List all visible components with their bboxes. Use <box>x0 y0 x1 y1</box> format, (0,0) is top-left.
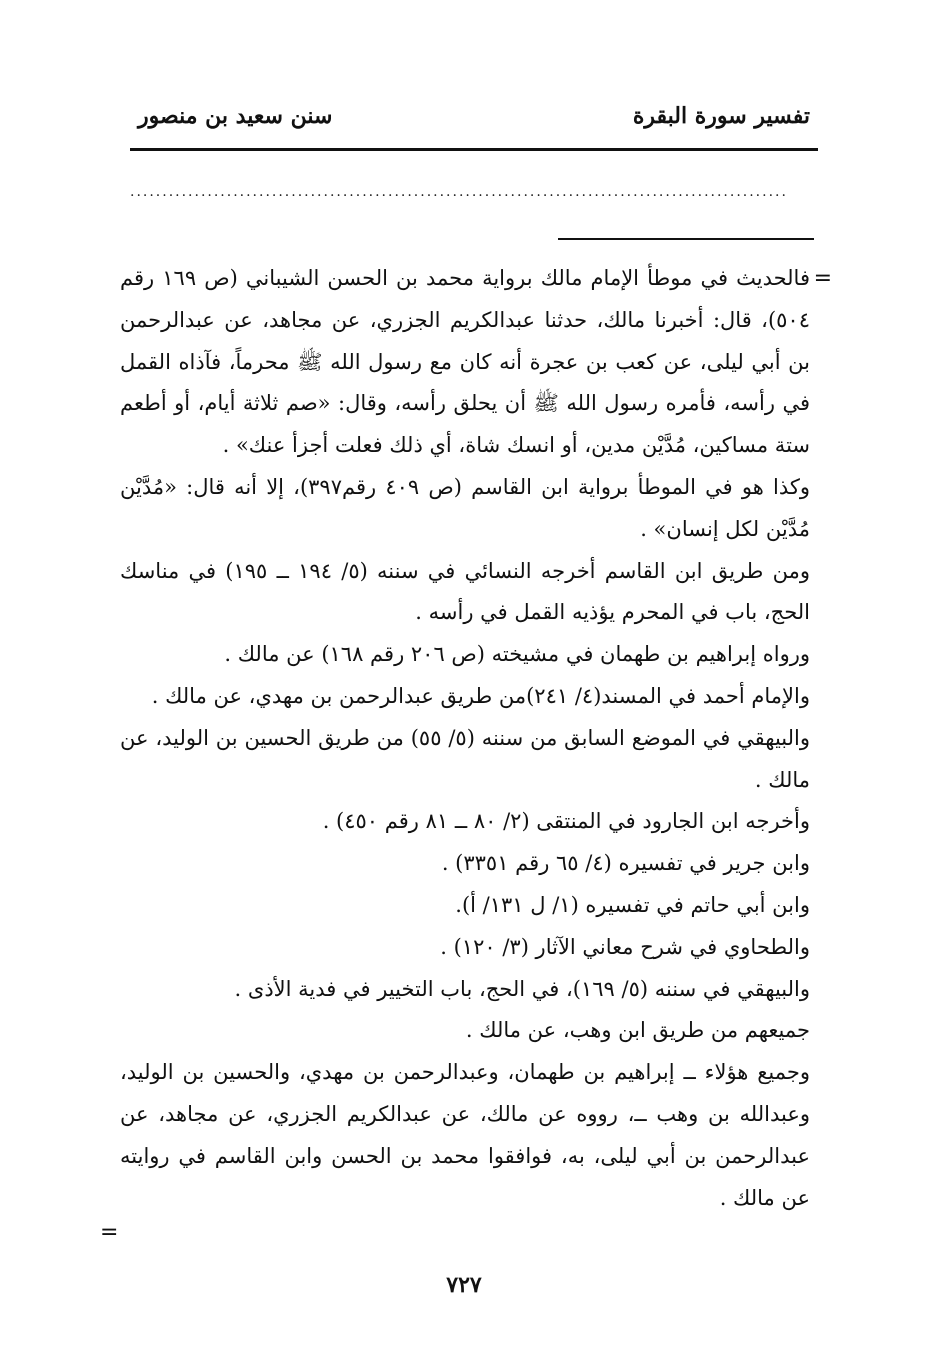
page-number: ٧٢٧ <box>446 1272 482 1298</box>
footnote-paragraph-5: والإمام أحمد في المسند(٤/ ٢٤١)من طريق عبدالرحمن بن مهدي، عن مالك . <box>151 683 810 708</box>
footnote-paragraph-4: ورواه إبراهيم بن طهمان في مشيخته (ص ٢٠٦ رقم ١٦٨) عن مالك . <box>224 642 810 667</box>
footnote-paragraph-13: وجميع هؤلاء ــ إبراهيم بن طهمان، وعبدالرحمن بن مهدي، والحسين بن الوليد، وعبدالله بن وهب ــ، رووه عن مالك، عن عبدالكريم الجزري، عن مجاهد، عن عبدالرحمن بن أبي ليلى، به، فوافقوا محمد بن الحسن وابن القاسم في روايته عن مالك . <box>120 1060 810 1210</box>
header-rule <box>130 148 818 151</box>
footnote-rule <box>558 238 814 240</box>
running-header-book: سنن سعيد بن منصور <box>138 103 333 129</box>
footnote-paragraph-7: وأخرجه ابن الجارود في المنتقى (٢/ ٨٠ ــ ٨١ رقم ٤٥٠) . <box>322 809 810 834</box>
running-header-surah: تفسير سورة البقرة <box>632 103 810 129</box>
footnote-paragraph-2: وكذا هو في الموطأ برواية ابن القاسم (ص ٤٠٩ رقم٣٩٧)، إلا أنه قال: «مُدَّيْن مُدَّيْن لكل إنسان» . <box>120 474 810 541</box>
continuation-mark-bottom: = <box>100 1220 119 1245</box>
footnote-body <box>120 258 810 1219</box>
footnote-paragraph-1: فالحديث في موطأ الإمام مالك برواية محمد بن الحسن الشيباني (ص ١٦٩ رقم ٥٠٤)، قال: أخبرنا مالك، حدثنا عبدالكريم الجزري، عن مجاهد، عن عبدالرحمن بن أبي ليلى، عن كعب بن عجرة أنه كان مع رسول الله ﷺ محرماً، فآذاه القمل في رأسه، فأمره رسول الله ﷺ أن يحلق رأسه، وقال: «صم ثلاثة أيام، أو أطعم ستة مساكين، مُدَّيْن مدين، أو انسك شاة، أي ذلك فعلت أجزأ عنك» . <box>120 266 810 458</box>
separator-dots: ...................................................................................................... <box>130 186 788 198</box>
footnote-paragraph-12: جميعهم من طريق ابن وهب، عن مالك . <box>465 1018 810 1043</box>
continuation-mark-top: = <box>813 266 832 291</box>
footnote-paragraph-10: والطحاوي في شرح معاني الآثار (٣/ ١٢٠) . <box>440 934 810 959</box>
footnote-paragraph-11: والبيهقي في سننه (٥/ ١٦٩)، في الحج، باب التخيير في فدية الأذى . <box>234 976 810 1001</box>
footnote-paragraph-9: وابن أبي حاتم في تفسيره (١/ ل ١٣١/ أ). <box>455 892 810 917</box>
footnote-paragraph-3: ومن طريق ابن القاسم أخرجه النسائي في سننه (٥/ ١٩٤ ــ ١٩٥) في مناسك الحج، باب في المحرم يؤذيه القمل في رأسه . <box>120 558 810 625</box>
footnote-paragraph-8: وابن جرير في تفسيره (٤/ ٦٥ رقم ٣٣٥١) . <box>441 851 810 876</box>
footnote-paragraph-6: والبيهقي في الموضع السابق من سننه (٥/ ٥٥) من طريق الحسين بن الوليد، عن مالك . <box>120 725 811 792</box>
